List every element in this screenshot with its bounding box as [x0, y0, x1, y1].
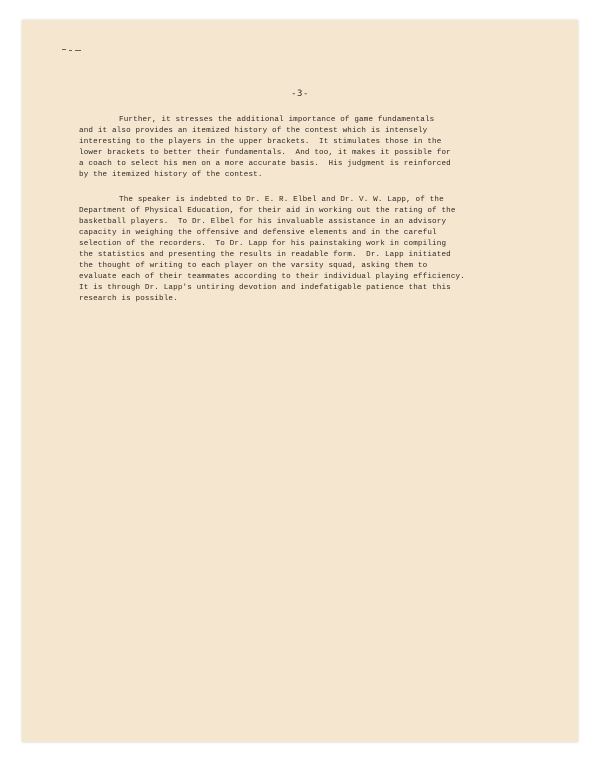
text-line: Further, it stresses the additional importance of game fundamentals — [119, 116, 435, 124]
page-number: -3- — [291, 89, 309, 99]
text-line: by the itemized history of the contest. — [79, 171, 263, 180]
document-page — [22, 20, 578, 742]
text-line: the statistics and presenting the results in readable form. Dr. Lapp initiated — [79, 251, 451, 260]
text-line: interesting to the players in the upper brackets. It stimulates those in the — [79, 138, 442, 147]
text-line: evaluate each of their teammates according to their individual playing efficiency. — [79, 273, 465, 282]
text-line: basketball players. To Dr. Elbel for his invaluable assistance in an advisory — [79, 217, 447, 226]
text-line: the thought of writing to each player on the varsity squad, asking them to — [79, 262, 428, 271]
text-line: The speaker is indebted to Dr. E. R. Elbel and Dr. V. W. Lapp, of the — [119, 195, 444, 204]
margin-pencil-mark — [62, 48, 84, 52]
body-text — [79, 115, 549, 319]
text-line: Department of Physical Education, for their aid in working out the rating of the — [79, 206, 456, 215]
text-line: research is possible. — [79, 295, 178, 304]
paragraph-1 — [79, 115, 549, 182]
text-line: and it also provides an itemized history of the contest which is intensely — [79, 127, 428, 136]
text-line: a coach to select his men on a more accurate basis. His judgment is reinforced — [79, 160, 451, 169]
text-line: It is through Dr. Lapp's untiring devotion and indefatigable patience that this — [79, 284, 451, 293]
paragraph-2 — [79, 195, 549, 306]
text-line: selection of the recorders. To Dr. Lapp for his painstaking work in compiling — [79, 239, 447, 248]
text-line: lower brackets to better their fundamentals. And too, it makes it possible for — [79, 149, 451, 158]
text-line: capacity in weighing the offensive and defensive elements and in the careful — [79, 228, 437, 237]
